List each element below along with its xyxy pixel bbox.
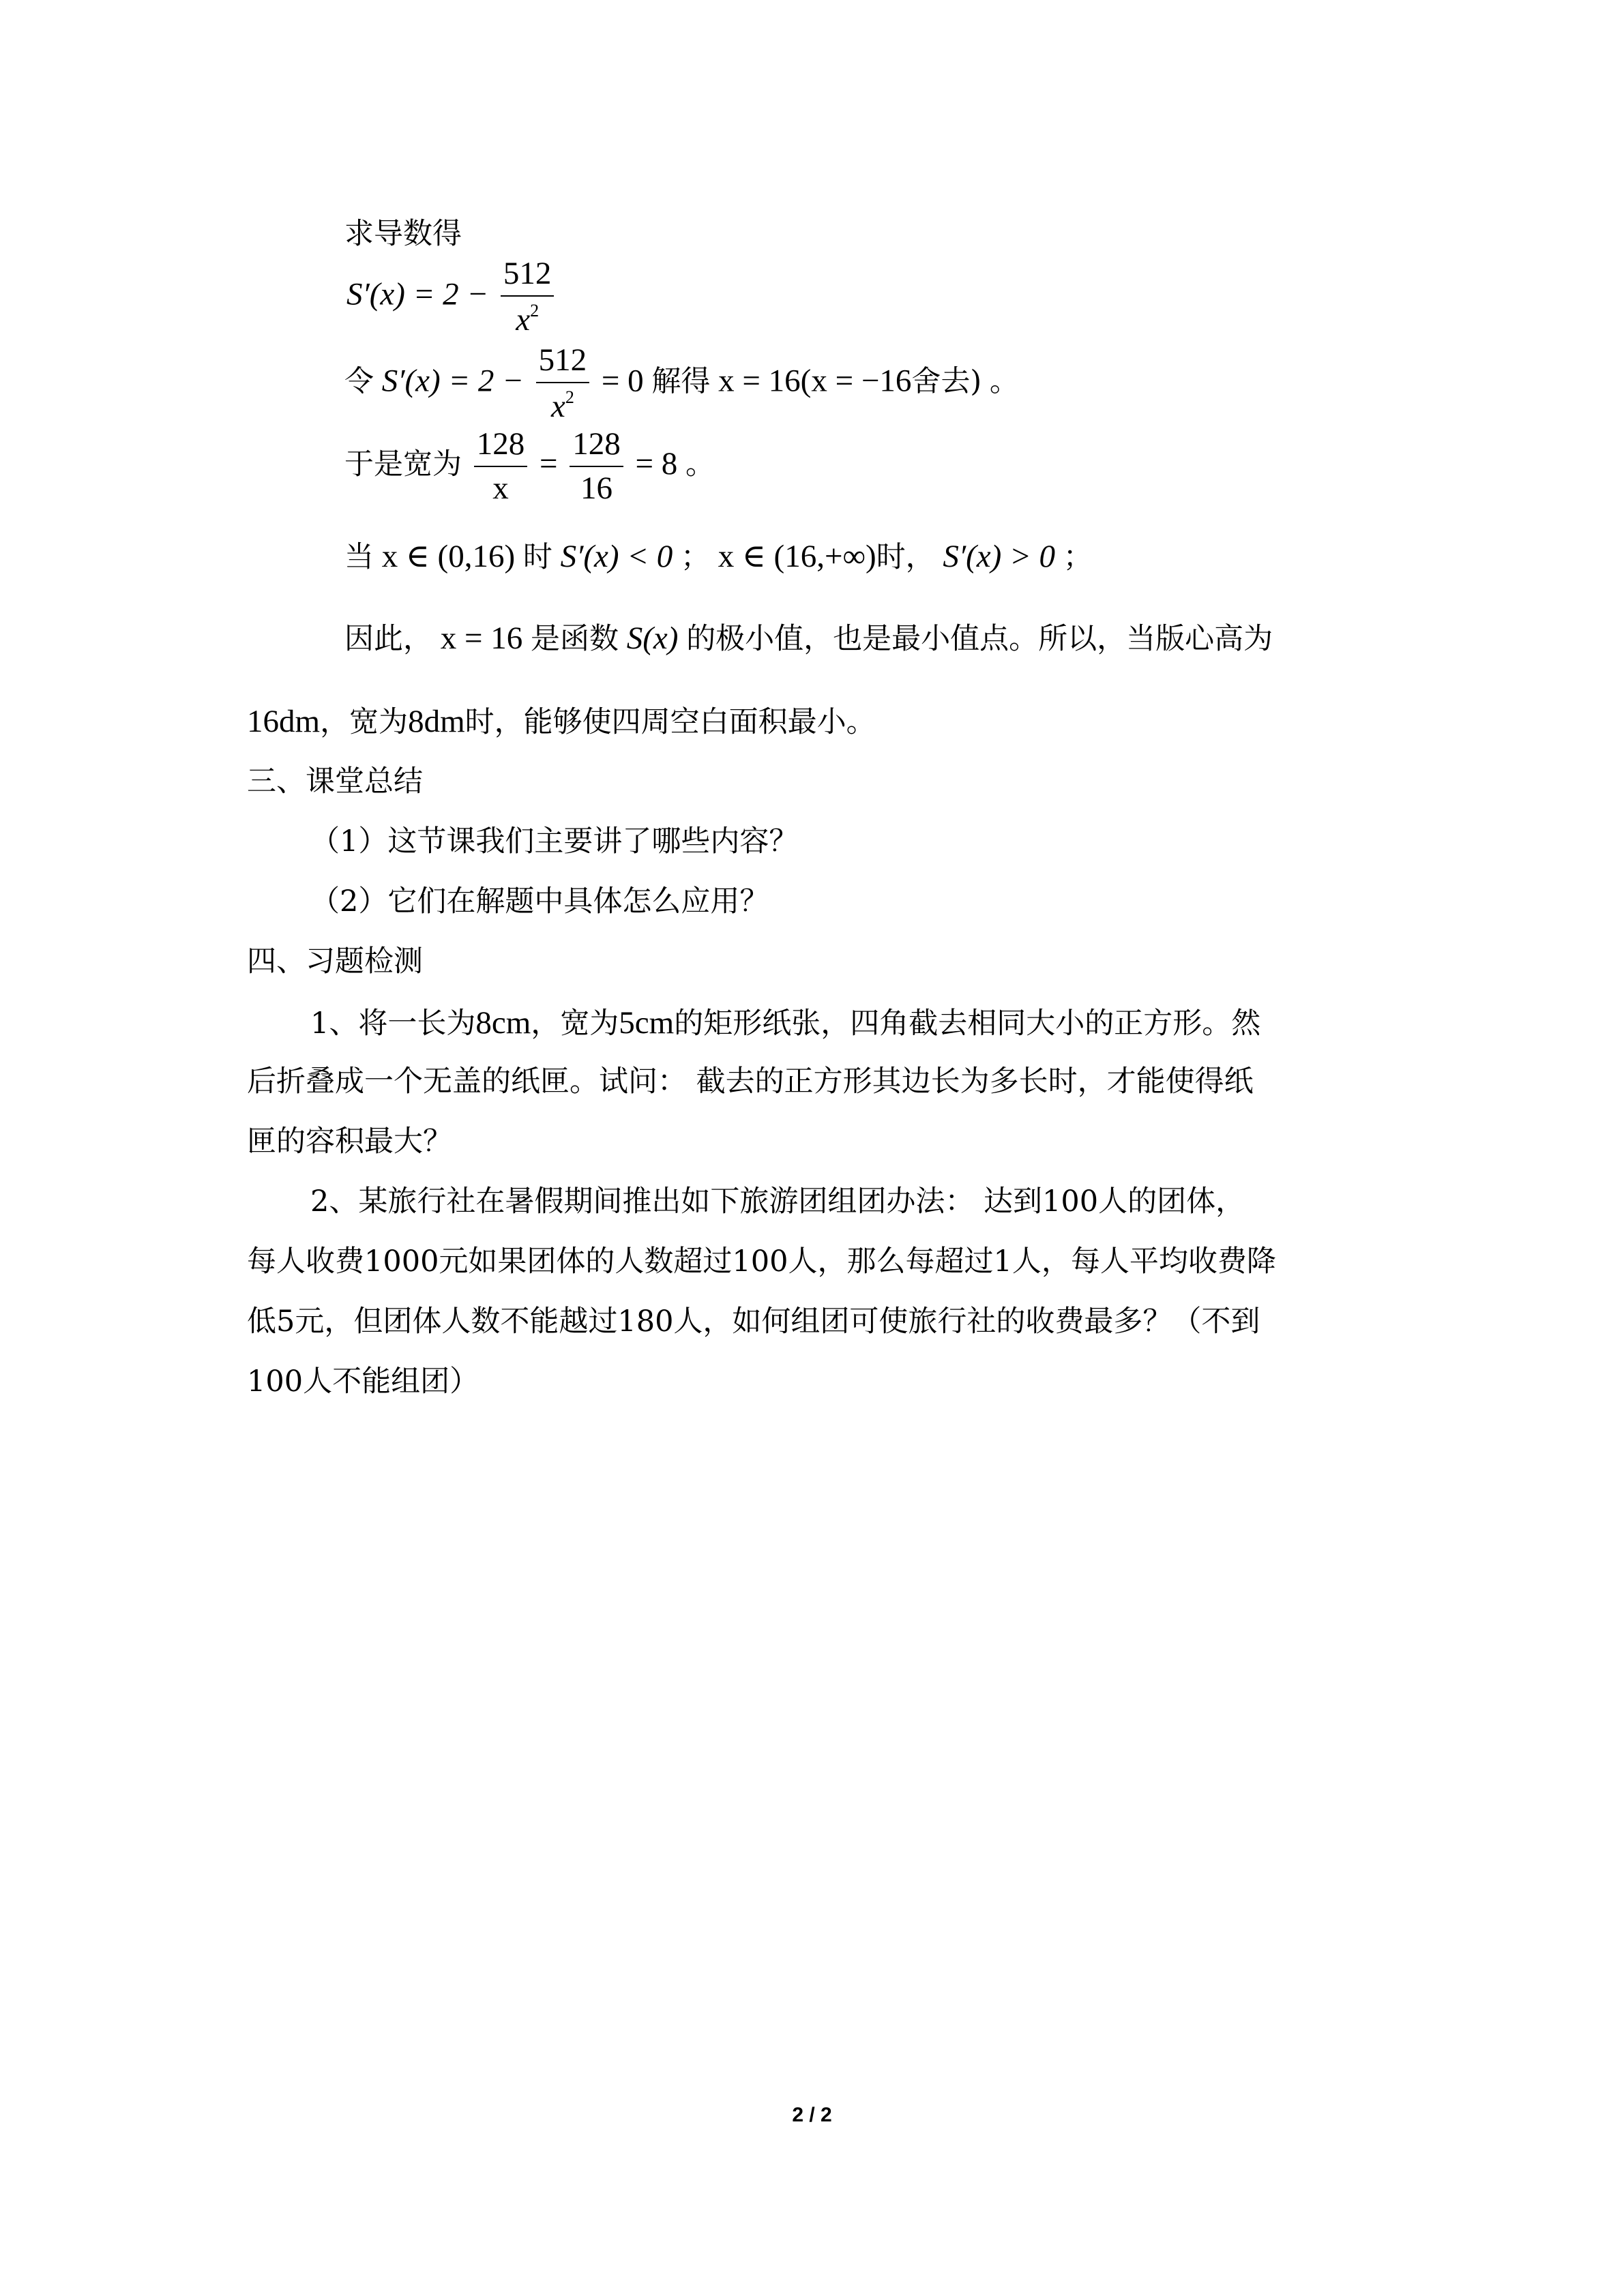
width-8dm: 8dm — [408, 704, 465, 739]
exercise2-line1: 2、某旅行社在暑假期间推出如下旅游团组团办法： 达到100人的团体， — [310, 1184, 1245, 1219]
fraction-numerator: 128 — [474, 428, 528, 467]
is-function-text: 是函数 — [531, 622, 619, 656]
conclusion-line — [247, 706, 876, 738]
condition-positive: S′(x) > 0 — [943, 539, 1056, 574]
width-calculation — [344, 428, 715, 505]
height-16dm: 16dm — [247, 704, 321, 739]
exercise2-line3: 低5元，但团体人数不能越过180人，如何组团可使旅行社的收费最多？（不到 — [247, 1304, 1260, 1339]
semicolon: ； — [1063, 540, 1093, 574]
exercise1-line3: 匣的容积最大？ — [247, 1124, 452, 1159]
derivative-intro: 求导数得 — [344, 217, 462, 251]
set-zero-prefix: 令 — [344, 364, 374, 399]
exercise2-line4: 100人不能组团） — [247, 1365, 479, 1399]
s-of-x: S(x) — [626, 621, 679, 656]
time-word: 时 — [876, 540, 906, 574]
solve-text: 解得 — [651, 364, 711, 399]
x-variable: x — [516, 302, 531, 338]
fraction-512-over-x2 — [536, 344, 590, 423]
fraction-numerator: 128 — [570, 428, 623, 467]
square-exponent: 2 — [530, 301, 540, 320]
summary-question-1: （1）这节课我们主要讲了哪些内容？ — [310, 824, 799, 859]
section3-title: 三、课堂总结 — [247, 764, 423, 799]
discard-note: 舍去) — [911, 364, 982, 399]
time-word: 时 — [522, 540, 552, 574]
length-8cm: 8cm — [475, 1005, 531, 1041]
therefore-line — [344, 623, 1273, 655]
interval-two: x ∈ (16,+∞) — [718, 539, 876, 574]
fraction-numerator: 512 — [501, 258, 555, 297]
ex1-text-c: 的矩形纸张，四角截去相同大小的正方形。然 — [674, 1007, 1261, 1041]
fraction-denominator: x — [492, 471, 509, 506]
fraction-128-over-x — [474, 428, 528, 505]
section4-title: 四、习题检测 — [247, 944, 423, 979]
condition-negative: S′(x) < 0 — [560, 539, 673, 574]
fraction-numerator: 512 — [536, 344, 590, 383]
summary-question-2: （2）它们在解题中具体怎么应用？ — [310, 884, 769, 919]
width-prefix: 于是宽为 — [344, 447, 462, 481]
equals-zero: = 0 — [601, 363, 644, 399]
set-zero-lhs: S′(x) = 2 − — [381, 363, 524, 399]
period: 。 — [685, 447, 715, 481]
interval-one: x ∈ (0,16) — [381, 539, 516, 574]
x-variable: x — [550, 389, 565, 424]
set-zero-equation — [344, 344, 1019, 423]
s-prime-formula — [346, 258, 558, 336]
page-number: 2 / 2 — [792, 2104, 832, 2126]
fraction-128-over-16 — [570, 428, 623, 505]
exercise2-line2: 每人收费1000元如果团体的人数超过100人，那么每超过1人，每人平均收费降 — [247, 1244, 1276, 1279]
ex1-text-a: 1、将一长为 — [310, 1007, 476, 1041]
monotonicity-line — [344, 541, 1093, 573]
width-result: = 8 — [635, 445, 678, 481]
therefore-prefix: 因此， — [344, 622, 432, 656]
conclusion-text-end: 时，能够使四周空白面积最小。 — [464, 705, 876, 739]
conclusion-text-width: ，宽为 — [320, 705, 409, 739]
s-prime-lhs: S′(x) = 2 − — [346, 276, 489, 312]
period: 。 — [989, 364, 1019, 399]
width-5cm: 5cm — [619, 1005, 675, 1041]
therefore-rest: 的极小值，也是最小值点。所以，当版心高为 — [686, 622, 1273, 656]
fraction-denominator — [501, 297, 555, 336]
fraction-512-over-x2 — [501, 258, 555, 336]
equals-sign: = — [540, 445, 558, 481]
square-exponent: 2 — [565, 387, 574, 407]
ex1-text-b: ，宽为 — [531, 1007, 619, 1041]
when-prefix: 当 — [344, 540, 374, 574]
fraction-denominator: 16 — [580, 471, 613, 506]
semicolon: ； — [681, 540, 711, 574]
solve-result: x = 16(x = −16 — [718, 363, 912, 399]
exercise1-line2: 后折叠成一个无盖的纸匣。试问： 截去的正方形其边长为多长时，才能使得纸 — [247, 1064, 1254, 1099]
comma: ， — [905, 540, 935, 574]
fraction-denominator — [536, 383, 590, 423]
exercise1-line1 — [310, 1007, 1260, 1039]
x-equals-16: x = 16 — [440, 621, 523, 656]
